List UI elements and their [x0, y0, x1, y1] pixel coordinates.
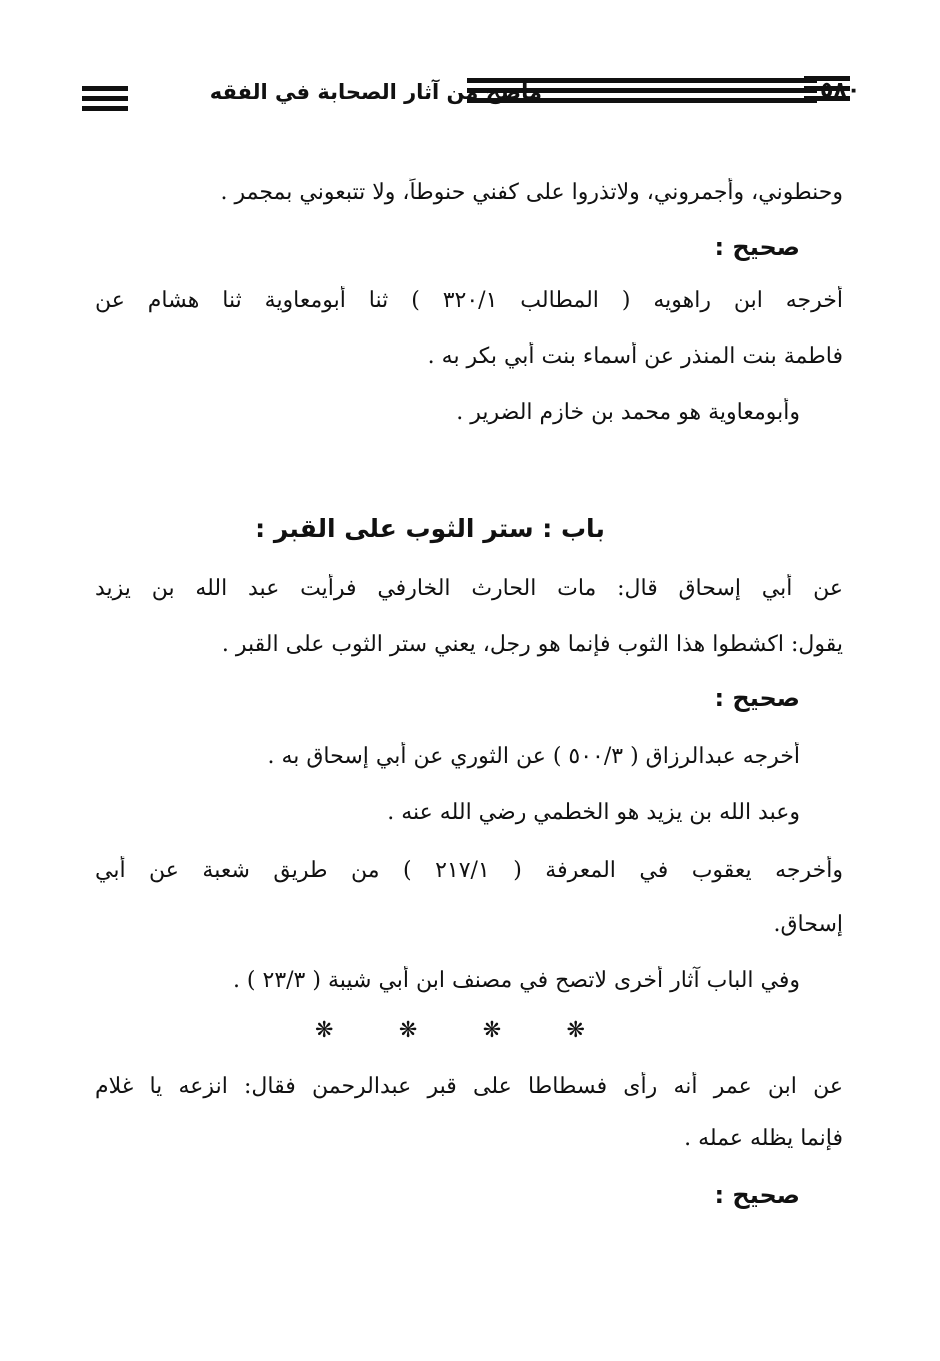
page-number: ٥٨٠ [820, 78, 861, 103]
chapter-heading: باب : ستر الثوب على القبر : [255, 514, 605, 543]
asterism-icon: ❋ [398, 1018, 418, 1043]
text-line: فإنما يظله عمله . [684, 1126, 843, 1151]
text-line: وعبد الله بن يزيد هو الخطمي رضي الله عنه . [387, 800, 800, 825]
text-line: وحنطوني، وأجمروني، ولاتذروا على كفني حنوطاً، ولا تتبعوني بمجمر . [220, 180, 843, 205]
text-line: وأخرجه يعقوب في المعرفة ( ٢١٧/١ ) من طريق شعبة عن أبي [95, 858, 843, 883]
text-line: أخرجه عبدالرزاق ( ٥٠٠/٣ ) عن الثوري عن أبي إسحاق به . [267, 744, 800, 769]
page-header [82, 72, 861, 122]
text-line: يقول: اكشطوا هذا الثوب فإنما هو رجل، يعني ستر الثوب على القبر . [221, 632, 843, 657]
verdict-label: صحيح : [714, 233, 800, 261]
book-title: ماصح من آثار الصحابة في الفقه [209, 80, 542, 104]
header-rule [82, 96, 128, 101]
text-line: أخرجه ابن راهويه ( المطالب ٣٢٠/١ ) ثنا أبومعاوية ثنا هشام عن [95, 288, 843, 313]
asterism-icon: ❋ [315, 1018, 334, 1043]
asterism-icon: ❋ [566, 1018, 585, 1043]
text-line: عن ابن عمر أنه رأى فسطاطا على قبر عبدالرحمن فقال: انزعه يا غلام [95, 1074, 843, 1099]
header-rule [82, 106, 128, 111]
text-line: فاطمة بنت المنذر عن أسماء بنت أبي بكر به . [427, 344, 843, 369]
section-separator [315, 1016, 585, 1046]
text-line: وفي الباب آثار أخرى لاتصح في مصنف ابن أبي شيبة ( ٢٣/٣ ) . [232, 968, 800, 993]
header-rule [82, 86, 128, 91]
text-line: وأبومعاوية هو محمد بن خازم الضرير . [456, 400, 800, 425]
verdict-label: صحيح : [714, 1181, 800, 1209]
verdict-label: صحيح : [714, 684, 800, 712]
text-line: عن أبي إسحاق قال: مات الحارث الخارفي فرأيت عبد الله بن يزيد [95, 576, 843, 601]
asterism-icon: ❋ [482, 1018, 502, 1043]
text-line: إسحاق. [773, 912, 843, 937]
